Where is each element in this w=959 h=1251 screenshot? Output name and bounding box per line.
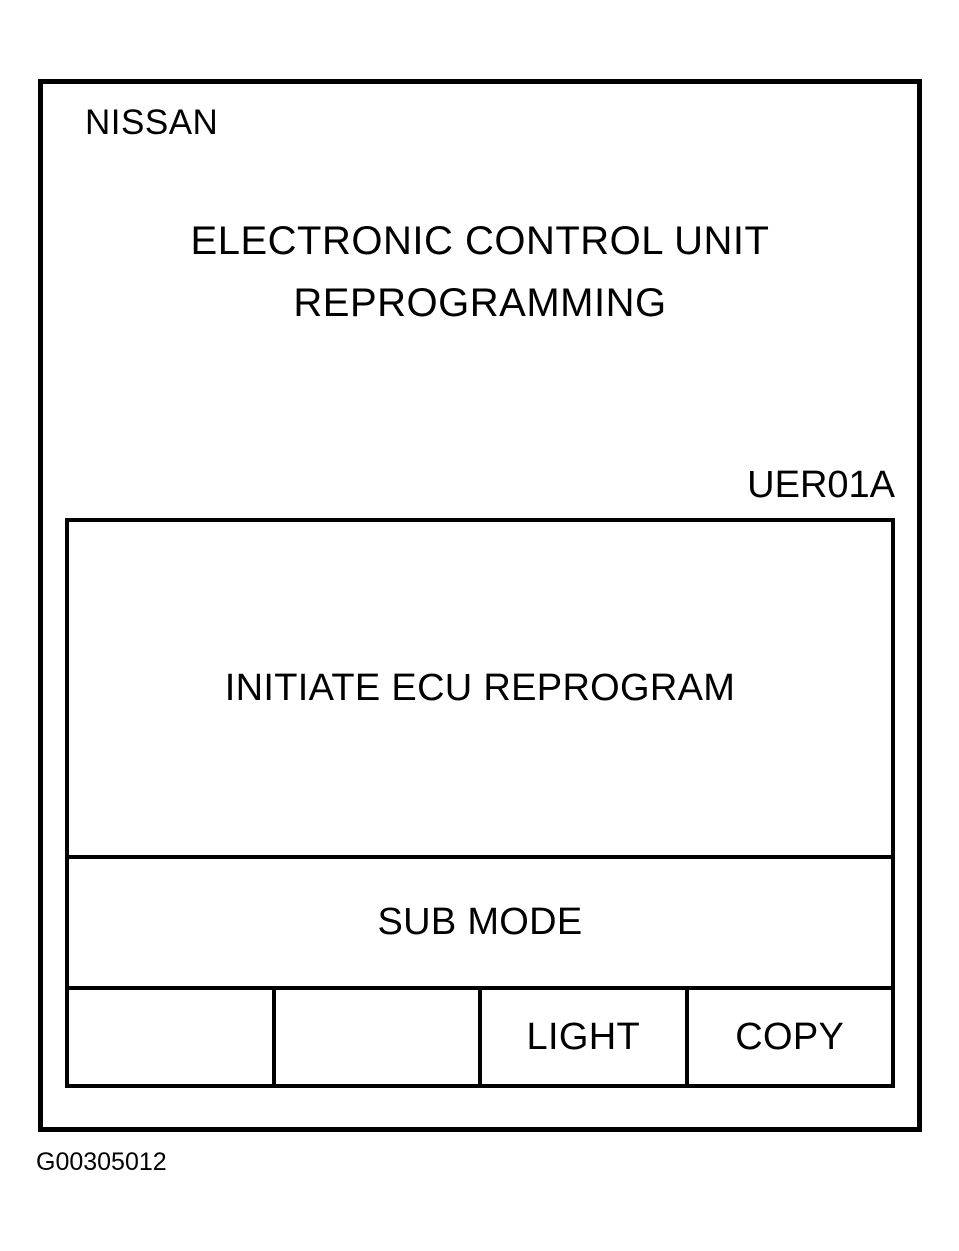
brand-label: NISSAN bbox=[85, 103, 219, 142]
soft-key-copy[interactable]: COPY bbox=[735, 1015, 845, 1058]
sub-mode-label: SUB MODE bbox=[377, 901, 583, 943]
menu-item-initiate-ecu-reprogram[interactable] bbox=[69, 522, 891, 859]
screen-title-line-1: ELECTRONIC CONTROL UNIT bbox=[190, 219, 770, 263]
screen-title bbox=[43, 210, 917, 334]
menu-panel bbox=[65, 518, 895, 1088]
consult-screen-frame bbox=[38, 79, 922, 1132]
soft-key-light[interactable]: LIGHT bbox=[482, 990, 689, 1084]
soft-key-2[interactable] bbox=[276, 990, 483, 1084]
soft-key-row bbox=[69, 990, 891, 1084]
screen-code: UER01A bbox=[747, 464, 895, 506]
figure-id-caption: G00305012 bbox=[36, 1148, 167, 1176]
sub-mode-button[interactable] bbox=[69, 859, 891, 990]
soft-key-1[interactable] bbox=[69, 990, 276, 1084]
screen-title-line-2: REPROGRAMMING bbox=[293, 281, 667, 325]
menu-item-label: INITIATE ECU REPROGRAM bbox=[224, 667, 736, 709]
